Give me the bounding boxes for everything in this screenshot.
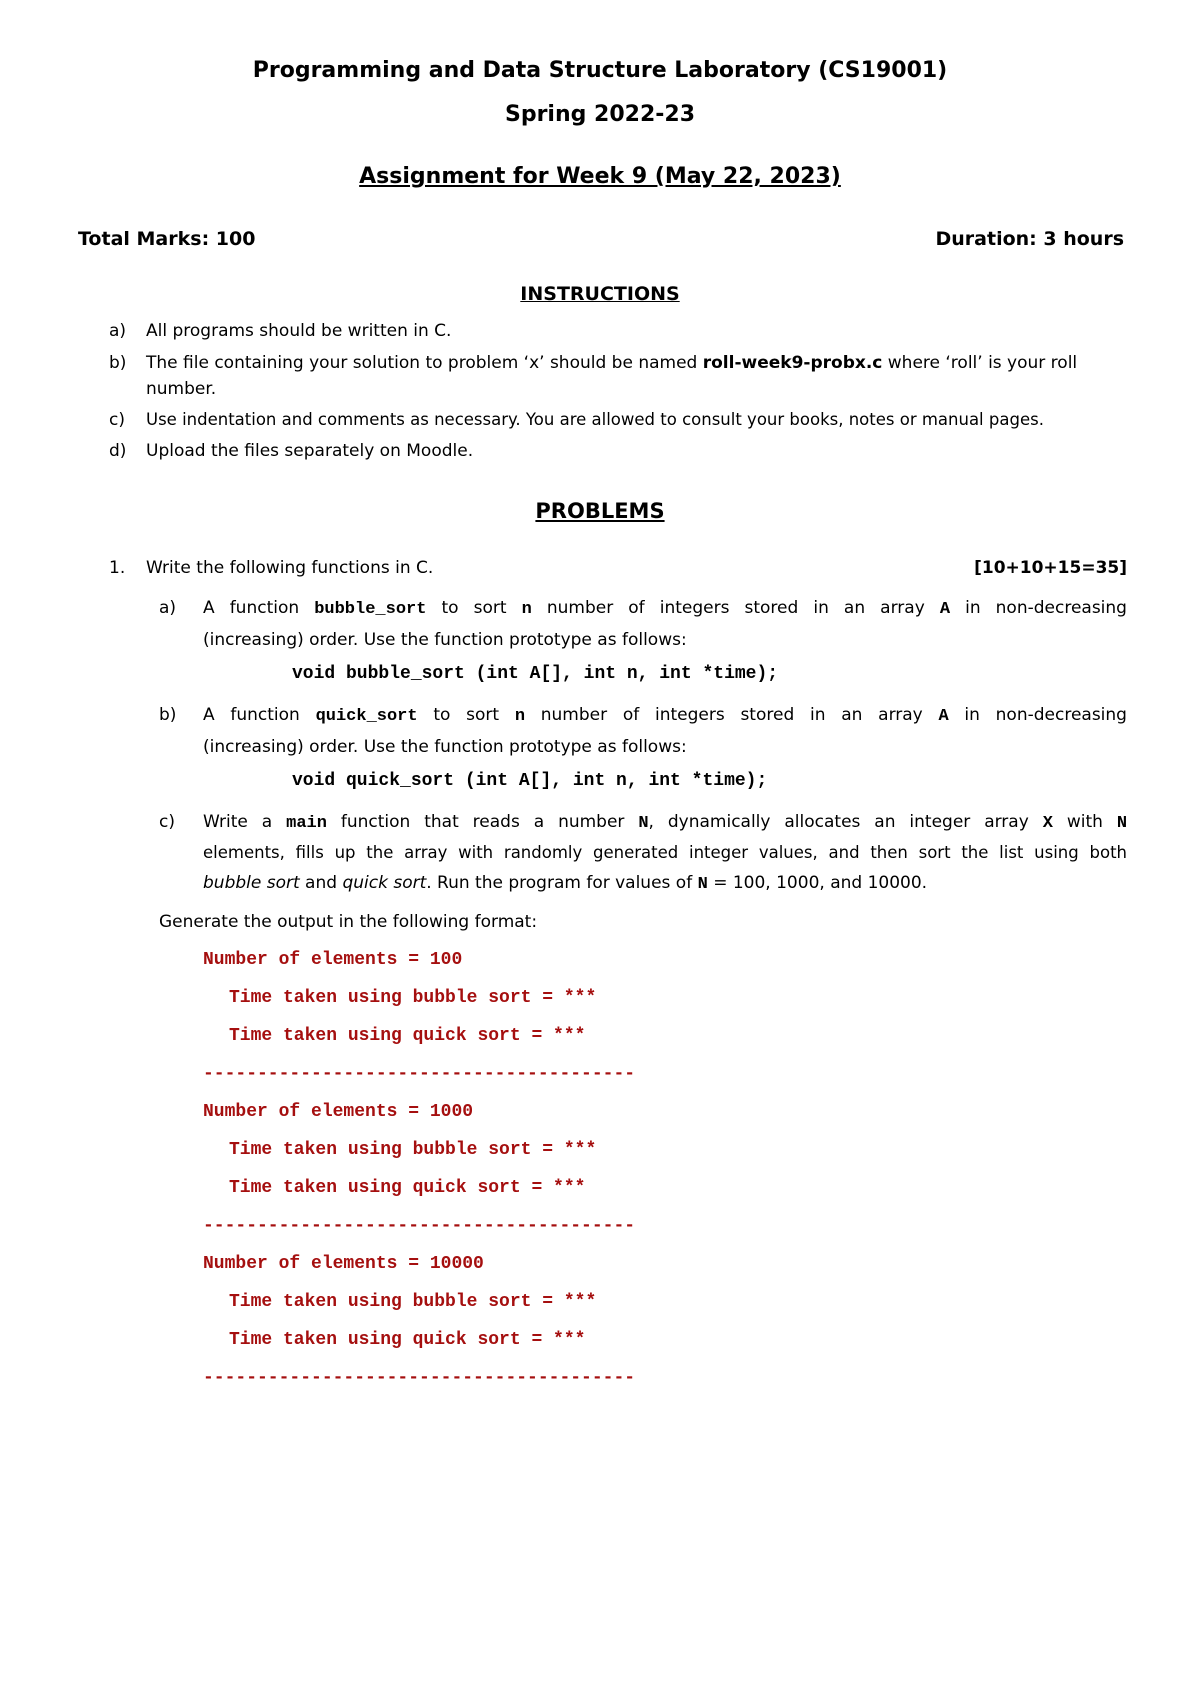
instruction-a-text: All programs should be written in C. (146, 321, 452, 341)
output-separator: ---------------------------------------- (203, 1368, 636, 1388)
part-a-line2: (increasing) order. Use the function prototype as follows: (203, 630, 687, 650)
quick-sort-italic: quick sort (342, 873, 427, 893)
part-b-array: A (938, 707, 949, 726)
problems-heading-text: PROBLEMS (535, 499, 665, 523)
instruction-d-text: Upload the files separately on Moodle. (146, 441, 474, 461)
assignment-title-text: Assignment for Week 9 (May 22, 2023) (359, 164, 841, 189)
course-title: Programming and Data Structure Laboratory (CS19001) (252, 58, 948, 83)
part-b-mid2: number of integers stored in an array (525, 705, 939, 725)
main-function-name: main (286, 814, 327, 833)
solution-filename: roll-week9-probx.c (702, 353, 883, 373)
semester: Spring 2022-23 (504, 102, 696, 127)
output-count-line: Number of elements = 1000 (203, 1102, 474, 1122)
part-c-line2: elements, fills up the array with randomly generated integer values, and then sort the list using both (203, 843, 1127, 862)
part-c-N2: N (1116, 814, 1128, 833)
output-intro: Generate the output in the following format: (159, 912, 538, 932)
problem-1-label: 1. (109, 558, 126, 578)
total-marks: Total Marks: 100 (78, 228, 256, 250)
part-b-line2: (increasing) order. Use the function prototype as follows: (203, 737, 687, 757)
output-bubble-line: Time taken using bubble sort = *** (229, 1140, 597, 1160)
quick-sort-name: quick_sort (315, 707, 418, 726)
part-c-X: X (1042, 814, 1053, 833)
instruction-b-text (146, 353, 1077, 373)
part-a-n: n (521, 600, 532, 619)
bubble-sort-italic: bubble sort (203, 873, 300, 893)
part-a-line1 (203, 598, 1127, 619)
output-bubble-line: Time taken using bubble sort = *** (229, 1292, 597, 1312)
part-c-N: N (638, 814, 649, 833)
output-separator: ---------------------------------------- (203, 1216, 636, 1236)
part-b-mid: to sort (417, 705, 515, 725)
part-a-array: A (939, 600, 951, 619)
output-count-line: Number of elements = 100 (203, 950, 463, 970)
output-bubble-line: Time taken using bubble sort = *** (229, 988, 597, 1008)
bubble-sort-name: bubble_sort (314, 600, 427, 619)
instructions-heading-text: INSTRUCTIONS (520, 283, 680, 305)
part-b-n: n (514, 707, 526, 726)
part-c-pre: Write a (203, 812, 287, 832)
part-c-mid: function that reads a number (326, 812, 639, 832)
part-c-label: c) (159, 812, 175, 832)
part-b-label: b) (159, 705, 177, 725)
assignment-title (0, 164, 1200, 189)
part-c-N3: N (697, 875, 708, 894)
part-b-pre: A function (203, 705, 316, 725)
output-quick-line: Time taken using quick sort = *** (229, 1330, 586, 1350)
part-a-post: in non-decreasing (950, 598, 1127, 618)
part-c-mid2: , dynamically allocates an integer array (648, 812, 1043, 832)
instruction-b-part1: The file containing your solution to problem ‘x’ should be named (146, 353, 703, 373)
part-a-pre: A function (203, 598, 315, 618)
part-a-mid: to sort (426, 598, 522, 618)
part-a-label: a) (159, 598, 177, 618)
problem-1-text: Write the following functions in C. (146, 558, 434, 578)
instruction-b-text-cont: number. (146, 379, 217, 399)
instruction-c-label: c) (109, 410, 125, 430)
instruction-c-text: Use indentation and comments as necessary. You are allowed to consult your books, notes or manual pages. (146, 410, 1044, 429)
part-c-run: . Run the program for values of (426, 873, 698, 893)
part-b-post: in non-decreasing (948, 705, 1127, 725)
bubble-sort-prototype: void bubble_sort (int A[], int n, int *time); (292, 664, 779, 684)
output-quick-line: Time taken using quick sort = *** (229, 1026, 586, 1046)
part-c-and: and (299, 873, 343, 893)
instruction-b-part2: where ‘roll’ is your roll (882, 353, 1078, 373)
instruction-d-label: d) (109, 441, 127, 461)
output-quick-line: Time taken using quick sort = *** (229, 1178, 586, 1198)
output-separator: ---------------------------------------- (203, 1064, 636, 1084)
part-a-mid2: number of integers stored in an array (531, 598, 940, 618)
part-b-line1 (203, 705, 1127, 726)
part-c-values: = 100, 1000, and 10000. (707, 873, 928, 893)
instructions-heading (0, 283, 1200, 305)
instruction-b-label: b) (109, 353, 127, 373)
duration: Duration: 3 hours (935, 228, 1124, 250)
instruction-a-label: a) (109, 321, 127, 341)
part-c-mid3: with (1052, 812, 1117, 832)
part-c-line1 (203, 812, 1127, 833)
output-count-line: Number of elements = 10000 (203, 1254, 484, 1274)
problem-1-marks: [10+10+15=35] (974, 558, 1127, 578)
problems-heading (0, 499, 1200, 523)
part-c-line3 (203, 873, 927, 894)
quick-sort-prototype: void quick_sort (int A[], int n, int *time); (292, 771, 768, 791)
